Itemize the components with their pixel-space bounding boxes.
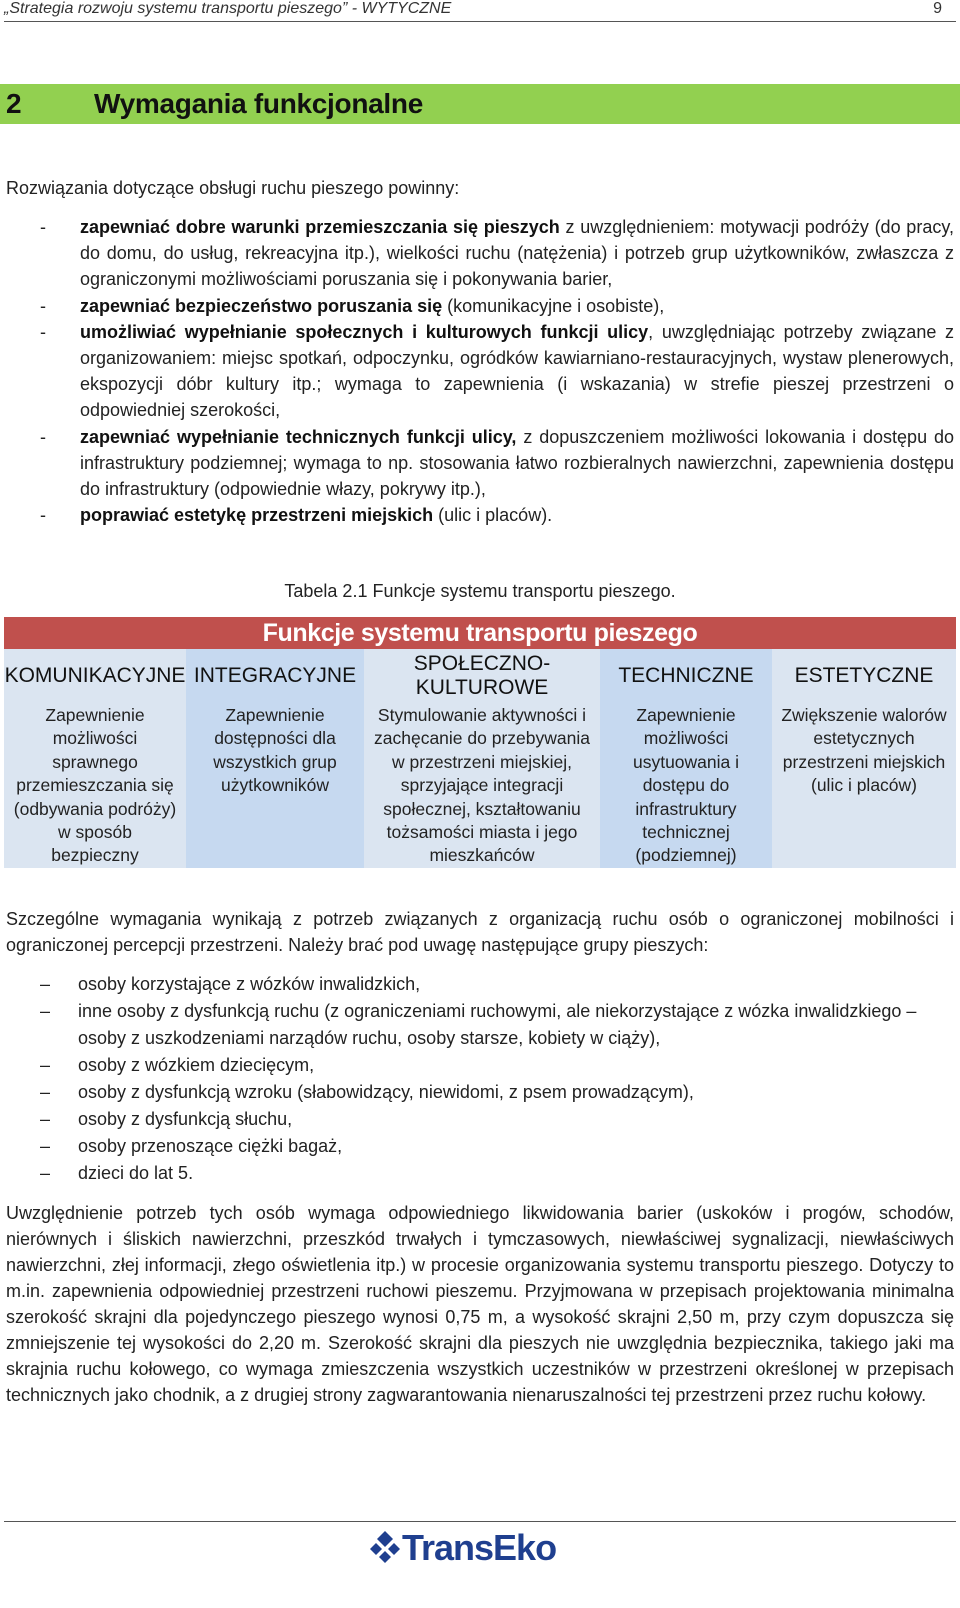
- table-column-spoleczno-kulturowe: [364, 649, 600, 868]
- requirements-list: [6, 214, 954, 528]
- list-dash: –: [40, 1055, 51, 1075]
- section-heading: [0, 84, 960, 124]
- list-item: [6, 424, 954, 503]
- column-title: INTEGRACYJNE: [193, 664, 357, 687]
- column-body: Zapewnienie dostępności dla wszystkich grup użytkowników: [213, 705, 337, 796]
- column-body: Zapewnienie możliwości usytuowania i dostępu do infrastruktury technicznej (podziemnej): [632, 705, 740, 866]
- column-title: KOMUNIKACYJNE: [4, 664, 186, 687]
- table-caption: Tabela 2.1 Funkcje systemu transportu pieszego.: [284, 581, 676, 601]
- list-dash: –: [40, 974, 51, 994]
- column-body: Zwiększenie walorów estetycznych przestrzeni miejskich (ulic i placów): [781, 705, 947, 796]
- list-dash: –: [40, 1082, 51, 1102]
- requirement-bold: zapewniać bezpieczeństwo poruszania się: [80, 295, 443, 316]
- column-title: TECHNICZNE: [618, 664, 754, 687]
- list-dash: -: [40, 426, 46, 447]
- list-item: [6, 1079, 954, 1106]
- list-item: [6, 971, 954, 998]
- mobility-paragraph: Szczególne wymagania wynikają z potrzeb związanych z organizacją ruchu osób o ograniczonej mobilności i ograniczonej percepcji przestrzeni. Należy brać pod uwagę następujące grupy pieszych:: [6, 909, 954, 955]
- requirement-text: (ulic i placów).: [433, 505, 553, 526]
- column-title: SPOŁECZNO-KULTUROWE: [413, 652, 551, 699]
- list-item: [6, 998, 954, 1052]
- table-column-estetyczne: [772, 649, 956, 868]
- list-dash: –: [40, 1136, 51, 1156]
- requirement-bold: zapewniać wypełnianie technicznych funkcji ulicy,: [80, 426, 517, 447]
- list-item: [6, 293, 954, 319]
- list-dash: -: [40, 505, 46, 526]
- column-title: ESTETYCZNE: [794, 664, 934, 687]
- section-title: Wymagania funkcjonalne: [94, 88, 423, 119]
- list-dash: –: [40, 1109, 51, 1129]
- list-item: [6, 502, 954, 528]
- requirement-text: (komunikacyjne i osobiste),: [442, 295, 665, 316]
- list-dash: –: [40, 1163, 51, 1183]
- table-header: Funkcje systemu transportu pieszego: [4, 617, 956, 649]
- list-item: [6, 1133, 954, 1160]
- table-column-integracyjne: [186, 649, 364, 868]
- list-item: [6, 1106, 954, 1133]
- requirement-text: z dopuszczeniem możliwości lokowania i dostępu do infrastruktury podziemnej; wymaga to np. stosowania łatwo rozbieralnych nawierzchni, zapewnienia dostępu do infrastruktury (odpowiednie włazy, pokrywy itp.),: [80, 426, 955, 500]
- page-number: 9: [933, 0, 942, 17]
- column-body: Stymulowanie aktywności i zachęcanie do przebywania w przestrzeni miejskiej, sprzyjające integracji społecznej, kształtowaniu tożsamości miasta i jego mieszkańców: [374, 705, 590, 866]
- group-text: osoby z wózkiem dziecięcym,: [78, 1055, 315, 1075]
- intro-paragraph: Rozwiązania dotyczące obsługi ruchu pieszego powinny:: [6, 178, 460, 198]
- barriers-paragraph: Uwzględnienie potrzeb tych osób wymaga odpowiedniego likwidowania barier (uskoków i progów, schodów, nierównych i śliskich nawierzchni, przeszkód trwałych i tymczasowych, niewłaściwej sygnalizacji, niewłaściwych nawierzchni, złej informacji, złego oświetlenia itp.) w procesie organizowania systemu transportu pieszego. Dotyczy to m.in. zapewnienia odpowiedniej przestrzeni ruchowi pieszemu. Przyjmowana w przepisach projektowania minimalna szerokość skrajni dla pojedynczego pieszego wynosi 0,75 m, a wysokość skrajni 2,50 m, przy czym dopuszcza się zmniejszenie tej wysokości do 2,20 m. Szerokość skrajni dla pieszych nie uwzględnia bezpiecznika, takiego jaki ma skrajnia ruchu kołowego, co wymaga zmieszczenia wszystkich uczestników w przestrzeni określonej w przepisach technicznych jako chodnik, a z drugiej strony zagwarantowania nienaruszalności tej przestrzeni przez ruchu kołowy.: [6, 1203, 954, 1405]
- pedestrian-groups-list: [6, 971, 954, 1187]
- list-dash: -: [40, 217, 46, 237]
- page-header: [4, 0, 956, 22]
- group-text: dzieci do lat 5.: [78, 1163, 194, 1183]
- requirement-bold: poprawiać estetykę przestrzeni miejskich: [80, 505, 434, 526]
- footer-divider: [4, 1521, 956, 1522]
- list-item: [6, 1160, 954, 1187]
- group-text: osoby korzystające z wózków inwalidzkich,: [78, 974, 421, 994]
- list-item: [6, 214, 954, 293]
- list-dash: –: [40, 1001, 51, 1021]
- list-item: [6, 1052, 954, 1079]
- list-item: [6, 319, 954, 424]
- requirement-bold: zapewniać dobre warunki przemieszczania się pieszych: [80, 217, 560, 237]
- functions-table: [4, 617, 956, 868]
- group-text: osoby z dysfunkcją wzroku (słabowidzący, niewidomi, z psem prowadzącym),: [78, 1082, 694, 1102]
- list-dash: -: [40, 321, 46, 342]
- list-dash: -: [40, 295, 46, 316]
- table-column-komunikacyjne: [4, 649, 186, 868]
- logo-text: TransEko: [402, 1527, 557, 1568]
- requirement-text: , uwzględniając potrzeby związane z organizowaniem: miejsc spotkań, odpoczynku, ogródków kawiarniano-restauracyjnych, wystaw plenerowych, ekspozycji dóbr kultury itp.; wymaga to zapewnienia (i wskazania) w strefie pieszej przestrzeni o odpowiedniej szerokości,: [80, 321, 955, 421]
- requirement-bold: umożliwiać wypełnianie społecznych i kulturowych funkcji ulicy: [80, 321, 649, 342]
- section-number: 2: [6, 88, 22, 119]
- transeko-logo-icon: [370, 1529, 400, 1567]
- group-text: osoby przenoszące ciężki bagaż,: [78, 1136, 343, 1156]
- group-text: inne osoby z dysfunkcją ruchu (z ograniczeniami ruchowymi, ale niekorzystające z wózka inwalidzkiego – osoby z uszkodzeniami narządów ruchu, osoby starsze, kobiety w ciąży),: [78, 1001, 917, 1048]
- group-text: osoby z dysfunkcją słuchu,: [78, 1109, 293, 1129]
- transeko-logo: [370, 1529, 590, 1569]
- table-column-techniczne: [600, 649, 772, 868]
- requirement-text: z uwzględnieniem: motywacji podróży (do pracy, do domu, do usług, rekreacyjna itp.), wielkości ruchu (natężenia) i potrzeb grup użytkowników, zwłaszcza z ograniczonymi możliwościami poruszania się i pokonywania barier,: [80, 217, 954, 290]
- column-body: Zapewnienie możliwości sprawnego przemieszczania się (odbywania podróży) w sposób bezpieczny: [13, 705, 177, 866]
- header-title: „Strategia rozwoju systemu transportu pieszego” - WYTYCZNE: [4, 0, 452, 17]
